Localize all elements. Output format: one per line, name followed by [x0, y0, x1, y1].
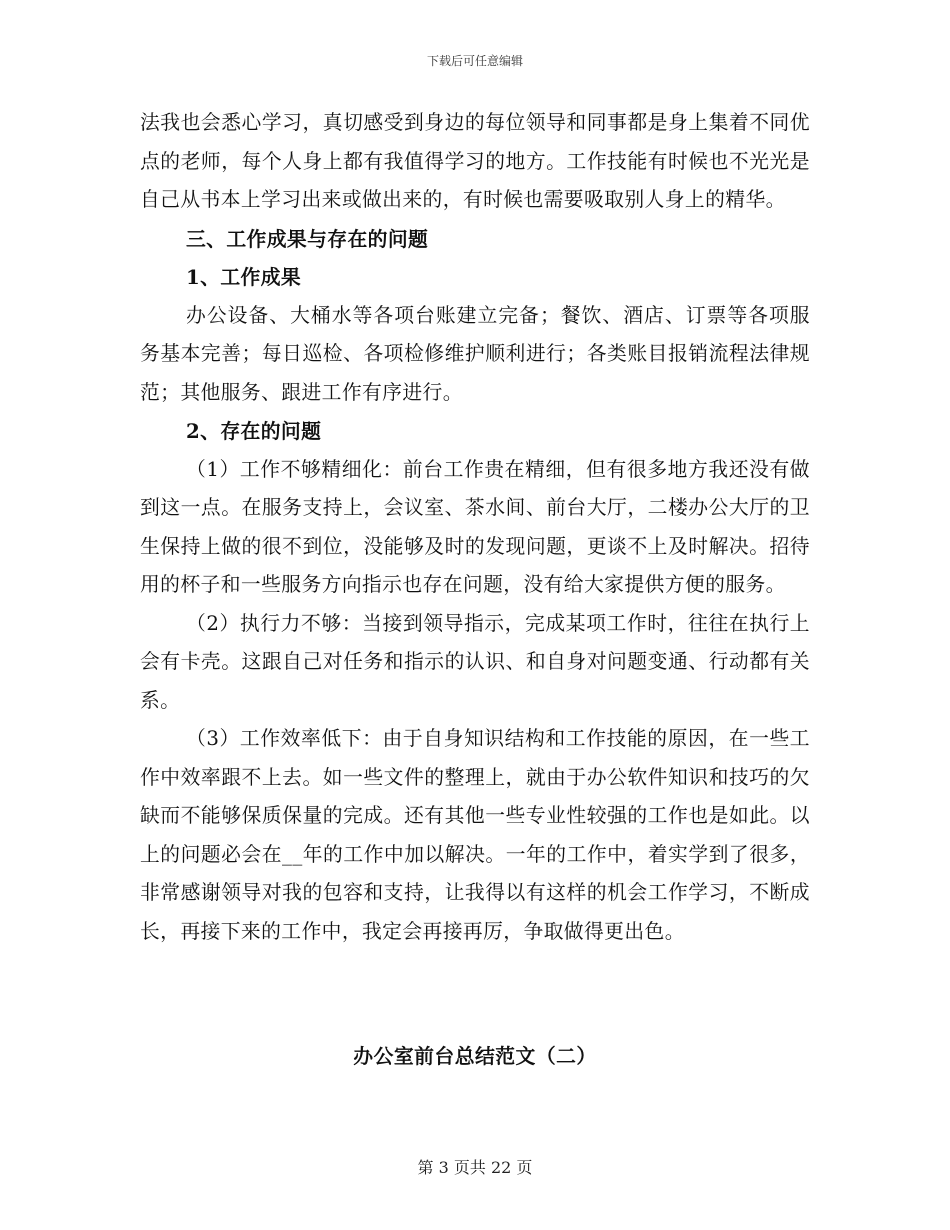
paragraph-results: 办公设备、大桶水等各项台账建立完备；餐饮、酒店、订票等各项服务基本完善；每日巡检、各项检修维护顺利进行；各类账目报销流程法律规范；其他服务、跟进工作有序进行。: [140, 303, 810, 404]
paragraph-problem-2: （2）执行力不够：当接到领导指示，完成某项工作时，往往在执行上会有卡壳。这跟自己对任务和指示的认识、和自身对问题变通、行动都有关系。: [140, 611, 810, 712]
document-body: [140, 104, 810, 951]
subsection-heading-problems: 2、存在的问题: [186, 419, 322, 443]
subsection-heading-results: 1、工作成果: [186, 265, 302, 289]
section-title: 办公室前台总结范文（二）: [353, 1044, 597, 1068]
paragraph-problem-3: （3）工作效率低下：由于自身知识结构和工作技能的原因，在一些工作中效率跟不上去。如一些文件的整理上，就由于办公软件知识和技巧的欠缺而不能够保质保量的完成。还有其他一些专业性较强的工作也是如此。以上的问题必会在__年的工作中加以解决。一年的工作中，着实学到了很多，非常感谢领导对我的包容和支持，让我得以有这样的机会工作学习，不断成长，再接下来的工作中，我定会再接再厉，争取做得更出色。: [140, 727, 810, 943]
page-header: 下载后可任意编辑: [426, 54, 523, 68]
paragraph-continuation: 法我也会悉心学习，真切感受到身边的每位领导和同事都是身上集着不同优点的老师，每个人身上都有我值得学习的地方。工作技能有时候也不光光是自己从书本上学习出来或做出来的，有时候也需要吸取别人身上的精华。: [140, 111, 810, 211]
paragraph-problem-1: （1）工作不够精细化：前台工作贵在精细，但有很多地方我还没有做到这一点。在服务支持上，会议室、茶水间、前台大厅，二楼办公大厅的卫生保持上做的很不到位，没能够及时的发现问题，更谈不上及时解决。招待用的杯子和一些服务方向指示也存在问题，没有给大家提供方便的服务。: [140, 457, 810, 596]
page-footer: 第 3 页共 22 页: [417, 1158, 533, 1177]
section-heading: 三、工作成果与存在的问题: [186, 226, 429, 251]
